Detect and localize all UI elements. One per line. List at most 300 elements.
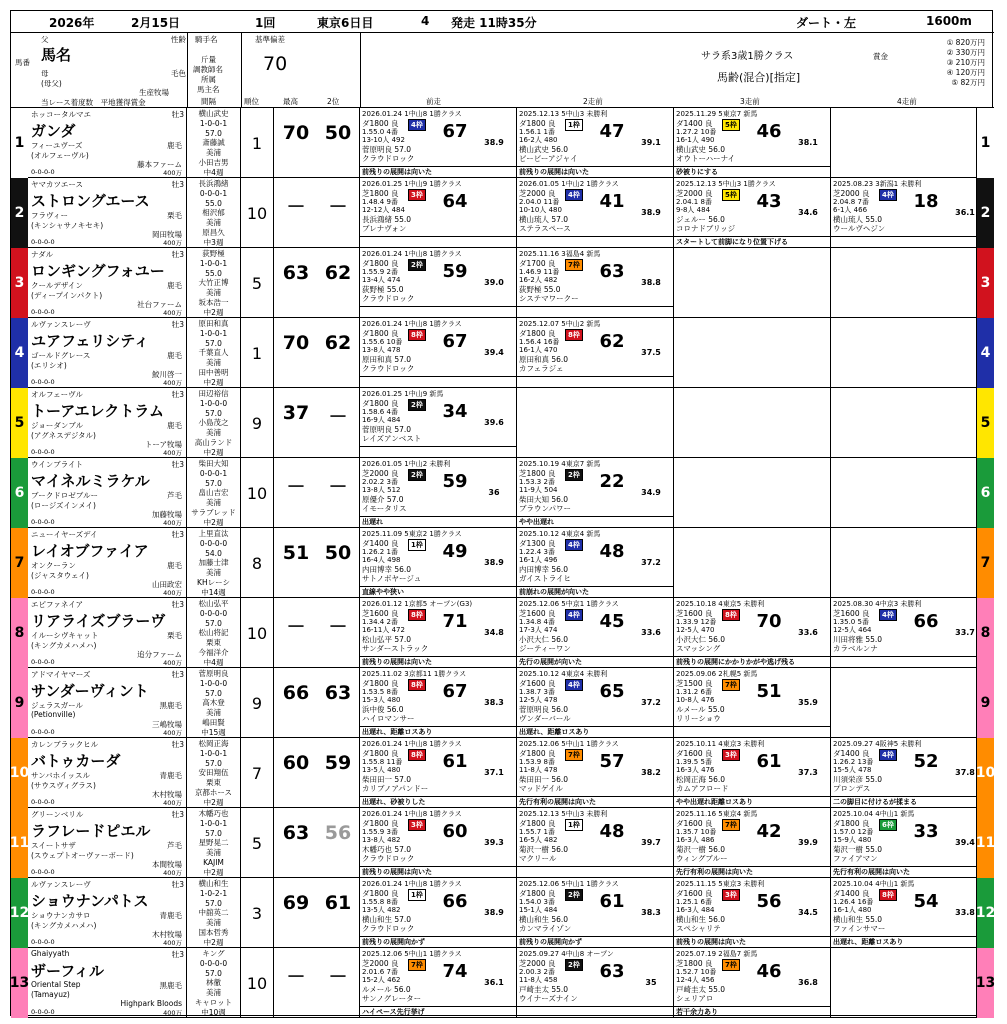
horse-row[interactable] bbox=[11, 808, 994, 878]
sex-age: 牡3 bbox=[171, 950, 184, 959]
race-jockey: 菊沢一樹 56.0 bbox=[676, 845, 726, 854]
race-winner: ステラスペース bbox=[519, 224, 571, 233]
race-comment: 前残りの展開にかかりかがや逃げ残る bbox=[674, 656, 831, 667]
race-class: サラ系3歳1勝クラス bbox=[701, 51, 794, 62]
race-condition: 芝2000 良 bbox=[362, 959, 399, 968]
past-race-1[interactable] bbox=[360, 598, 517, 668]
past-race-2[interactable] bbox=[517, 878, 674, 948]
race-comment: 前残りの展開は向いた bbox=[360, 656, 517, 667]
race-header: 2025.10.11 4東京3 未勝利 bbox=[676, 740, 765, 748]
race-field: 15-9人 480 bbox=[833, 836, 872, 844]
horse-row[interactable] bbox=[11, 738, 994, 808]
jockey-line: 57.0 bbox=[205, 828, 222, 838]
last3f-time: 39.4 bbox=[955, 838, 975, 847]
age-condition: 馬齢(混合)[指定] bbox=[717, 71, 801, 84]
horse-row[interactable] bbox=[11, 178, 994, 248]
breeder-name: 山田政宏 bbox=[152, 580, 182, 589]
race-winner: ビービーアジャイ bbox=[519, 154, 578, 163]
race-header: 2025.11.29 5東京7 新馬 bbox=[676, 110, 758, 118]
past-race-3[interactable] bbox=[674, 598, 831, 668]
past-race-2[interactable] bbox=[517, 808, 674, 878]
jockey-line: 54.0 bbox=[205, 548, 222, 558]
past-race-1[interactable] bbox=[360, 878, 517, 948]
race-figure: 45 bbox=[599, 611, 625, 632]
jockey-line: 中2週 bbox=[203, 937, 224, 947]
best-figures bbox=[274, 948, 360, 1018]
past-race-4[interactable] bbox=[831, 178, 977, 248]
past-race-4 bbox=[831, 528, 977, 598]
course-type: ダート・左 bbox=[796, 16, 857, 30]
race-field: 16-3人 476 bbox=[676, 766, 715, 774]
race-time: 1.55.9 2番 bbox=[362, 268, 398, 276]
jockey-info bbox=[187, 598, 241, 668]
past-race-3[interactable] bbox=[674, 108, 831, 178]
past-race-2[interactable] bbox=[517, 598, 674, 668]
jockey-line: 小島茂之 bbox=[198, 418, 229, 428]
jockey-line: 1-0-0-0 bbox=[199, 678, 228, 688]
race-time: 1.55.9 3番 bbox=[362, 828, 398, 836]
race-title-bar bbox=[11, 11, 994, 33]
dam-name: フィーユヴーズ bbox=[31, 141, 83, 150]
race-field: 13-8人 512 bbox=[362, 486, 401, 494]
jockey-line: 1-0-0-1 bbox=[199, 818, 228, 828]
past-race-2 bbox=[517, 388, 674, 458]
race-field: 16-1人 496 bbox=[519, 556, 558, 564]
race-jockey: 松岡正海 56.0 bbox=[676, 775, 726, 784]
horse-row[interactable] bbox=[11, 458, 994, 528]
horse-row[interactable] bbox=[11, 528, 994, 598]
jockey-line: 55.0 bbox=[205, 198, 222, 208]
race-figure: 51 bbox=[756, 681, 782, 702]
jockey-line: 中2週 bbox=[203, 307, 224, 317]
umaban-tab-right: 6 bbox=[977, 458, 994, 528]
best-figures bbox=[274, 178, 360, 248]
past-race-4[interactable] bbox=[831, 598, 977, 668]
jockey-line: 千葉直人 bbox=[198, 348, 229, 358]
best-figure: 37 bbox=[282, 402, 310, 424]
damsire-name: (サウスヴィグラス) bbox=[31, 781, 96, 790]
race-field: 11-8人 478 bbox=[519, 766, 558, 774]
horse-name[interactable]: バトゥカーダ bbox=[31, 752, 121, 770]
race-header: 2025.08.23 3新潟1 未勝利 bbox=[833, 180, 922, 188]
past-race-4 bbox=[831, 248, 977, 318]
course-record: 0-0-0-0 bbox=[31, 798, 55, 806]
race-time: 1.38.7 3番 bbox=[519, 688, 555, 696]
past-race-1[interactable] bbox=[360, 178, 517, 248]
race-header: 2025.12.07 5中山2 新馬 bbox=[519, 320, 601, 328]
jockey-line: 上里直汰 bbox=[198, 529, 229, 538]
race-condition: ダ1300 良 bbox=[519, 539, 556, 548]
jockey-line: 加藤士津 bbox=[198, 558, 229, 568]
coat-color: 黒鹿毛 bbox=[159, 981, 182, 990]
past-race-4 bbox=[831, 458, 977, 528]
horse-name[interactable]: ガンダ bbox=[31, 122, 76, 140]
last3f-time: 38.9 bbox=[641, 208, 661, 217]
past-race-3[interactable] bbox=[674, 738, 831, 808]
horse-row[interactable] bbox=[11, 668, 994, 738]
best-figure: － bbox=[286, 966, 306, 988]
earnings: 400万 bbox=[163, 1009, 182, 1017]
horse-row[interactable] bbox=[11, 388, 994, 458]
past-race-4[interactable] bbox=[831, 808, 977, 878]
last3f-time: 36.8 bbox=[798, 978, 818, 987]
prize-5: ⑤ 82万円 bbox=[951, 78, 985, 87]
horse-row[interactable] bbox=[11, 878, 994, 948]
sire-name: ナダル bbox=[31, 250, 54, 259]
race-figure: 42 bbox=[756, 821, 782, 842]
race-field: 13-5人 480 bbox=[362, 766, 401, 774]
last3f-time: 37.3 bbox=[798, 768, 818, 777]
last3f-time: 34.9 bbox=[641, 488, 661, 497]
best-header: 最高 bbox=[283, 97, 298, 106]
past-race-2[interactable] bbox=[517, 178, 674, 248]
breeder-name: 三嶋牧場 bbox=[152, 720, 182, 729]
past-race-4[interactable] bbox=[831, 878, 977, 948]
second-figure: － bbox=[328, 196, 348, 218]
past-race-1[interactable] bbox=[360, 108, 517, 178]
second-figure: － bbox=[328, 966, 348, 988]
damsire-header: (母父) bbox=[41, 79, 62, 88]
gate-badge: 4枠 bbox=[565, 189, 583, 201]
breeder-name: 加藤牧場 bbox=[152, 510, 182, 519]
last3f-time: 38.2 bbox=[641, 768, 661, 777]
jockey-info bbox=[187, 738, 241, 808]
horse-row[interactable] bbox=[11, 248, 994, 318]
gate-badge: 4枠 bbox=[408, 119, 426, 131]
race-comment bbox=[674, 726, 831, 737]
last3f-time: 38.8 bbox=[641, 278, 661, 287]
umaban-tab: 4 bbox=[11, 318, 28, 388]
race-figure: 48 bbox=[599, 821, 625, 842]
race-comment: スタートして前脚になり位置下げる bbox=[674, 236, 831, 247]
race-time: 1.52.7 10番 bbox=[676, 968, 717, 976]
horse-name[interactable]: ロンギングフォユー bbox=[31, 262, 165, 280]
race-figure: 46 bbox=[756, 961, 782, 982]
race-jockey: 菊沢一樹 56.0 bbox=[519, 845, 569, 854]
dam-name: ショウナンカサロ bbox=[31, 911, 91, 920]
race-header: 2025.07.19 2福島7 新馬 bbox=[676, 950, 758, 958]
jockey-line: 美浦 bbox=[206, 988, 221, 998]
coat-color: 芦毛 bbox=[167, 841, 182, 850]
race-figure: 60 bbox=[442, 821, 468, 842]
sex-age: 牡3 bbox=[171, 670, 184, 679]
past-race-2[interactable] bbox=[517, 458, 674, 528]
race-figure: 70 bbox=[756, 611, 782, 632]
horse-info bbox=[29, 878, 187, 948]
jockey-line: 1-0-0-1 bbox=[199, 258, 228, 268]
jockey-line: 0-0-0-1 bbox=[199, 468, 228, 478]
race-time: 1.35.0 5番 bbox=[833, 618, 869, 626]
earnings: 400万 bbox=[163, 939, 182, 947]
race-winner: スマッシング bbox=[676, 644, 721, 653]
gate-badge: 7枠 bbox=[565, 749, 583, 761]
race-figure: 59 bbox=[442, 261, 468, 282]
race-comment: 砂被りにする bbox=[674, 166, 831, 177]
race-header: 2025.09.06 2札幌5 新馬 bbox=[676, 670, 758, 678]
race-field: 10-10人 480 bbox=[519, 206, 562, 214]
best-figure: 70 bbox=[282, 332, 310, 354]
race-jockey: 原田和真 57.0 bbox=[362, 355, 412, 364]
race-figure: 43 bbox=[756, 191, 782, 212]
race-field: 9-8人 484 bbox=[676, 206, 711, 214]
damsire-name: (スウェプトオーヴァーボード) bbox=[31, 851, 134, 860]
past-race-1[interactable] bbox=[360, 948, 517, 1018]
race-jockey: 木幡巧也 57.0 bbox=[362, 845, 412, 854]
record-header: 当レース着度数 平地獲得賞金 bbox=[41, 98, 146, 107]
base-value: 70 bbox=[263, 53, 288, 75]
race-jockey: ルメール 56.0 bbox=[362, 985, 411, 994]
gate-badge: 2枠 bbox=[565, 469, 583, 481]
coat-color: 鹿毛 bbox=[167, 561, 182, 570]
race-condition: 芝1800 良 bbox=[519, 469, 556, 478]
course-record: 0-0-0-0 bbox=[31, 728, 55, 736]
dam-name: オンクーラン bbox=[31, 561, 76, 570]
past-race-2[interactable] bbox=[517, 668, 674, 738]
jockey-line: 57.0 bbox=[205, 758, 222, 768]
jockey-line: 国本哲秀 bbox=[198, 927, 229, 937]
race-winner: プロンデス bbox=[833, 784, 871, 793]
race-winner: サトノボヤージュ bbox=[362, 574, 422, 583]
jockey-line: 0-0-0-1 bbox=[199, 188, 228, 198]
past-race-1[interactable] bbox=[360, 808, 517, 878]
horse-name[interactable]: ストロングエース bbox=[31, 192, 150, 210]
horse-row[interactable] bbox=[11, 108, 994, 178]
jockey-line: 美浦 bbox=[206, 218, 221, 228]
race-jockey: 荻野極 55.0 bbox=[519, 285, 561, 294]
past-race-1[interactable] bbox=[360, 668, 517, 738]
horse-name[interactable]: ラフレードピエル bbox=[31, 822, 151, 840]
horse-name[interactable]: マイネルミラケル bbox=[31, 472, 150, 490]
jockey-line: 美浦 bbox=[206, 848, 221, 858]
race-comment: 先行有利の展開は向いた bbox=[674, 866, 831, 877]
jockey-line: 美浦 bbox=[206, 288, 221, 298]
second-figure: － bbox=[328, 406, 348, 428]
dam-name: スイートサザ bbox=[31, 841, 76, 850]
horse-name[interactable]: ユアフェリシティ bbox=[31, 332, 150, 350]
race-jockey: 横山和生 55.0 bbox=[833, 915, 883, 924]
race-winner: ジーティーワン bbox=[519, 644, 571, 653]
past-race-2[interactable] bbox=[517, 738, 674, 808]
race-field: 11-8人 458 bbox=[519, 976, 558, 984]
past-race-2[interactable] bbox=[517, 248, 674, 318]
horse-name[interactable]: ショウナンパトス bbox=[31, 892, 149, 910]
best-figures bbox=[274, 248, 360, 318]
past-race-3 bbox=[674, 528, 831, 598]
jockey-line: 松岡正海 bbox=[198, 739, 229, 748]
gate-badge: 2枠 bbox=[408, 469, 426, 481]
jockey-line: サラブレッド bbox=[191, 507, 236, 517]
best-figure: － bbox=[286, 616, 306, 638]
column-header bbox=[11, 33, 994, 108]
race-header: 2025.11.15 5東京3 未勝利 bbox=[676, 880, 765, 888]
jockey-line: 0-0-0-0 bbox=[199, 958, 228, 968]
gate-badge: 4枠 bbox=[565, 609, 583, 621]
gate-badge: 7枠 bbox=[722, 959, 740, 971]
race-comment: 出遅れ bbox=[360, 516, 517, 527]
race-winner: システマワークー bbox=[519, 294, 579, 303]
best-figures bbox=[274, 318, 360, 388]
damsire-name: (Tamayuz) bbox=[31, 990, 70, 999]
race-figure: 63 bbox=[599, 261, 625, 282]
second-figure: 62 bbox=[324, 262, 352, 284]
jockey-line: 田辺裕信 bbox=[198, 389, 229, 398]
rank-value: 9 bbox=[241, 668, 274, 738]
umaban-tab: 6 bbox=[11, 458, 28, 528]
horse-name[interactable]: トーアエレクトラム bbox=[31, 402, 165, 420]
race-time: 2.04.1 8番 bbox=[676, 198, 712, 206]
race-header: 2025.10.19 4東京7 新馬 bbox=[519, 460, 601, 468]
best-figure: － bbox=[286, 196, 306, 218]
umaban-tab: 7 bbox=[11, 528, 28, 598]
horse-row[interactable] bbox=[11, 318, 994, 388]
race-condition: ダ1800 良 bbox=[833, 819, 870, 828]
rank-value: 5 bbox=[241, 248, 274, 318]
horse-row[interactable] bbox=[11, 598, 994, 668]
past-race-3[interactable] bbox=[674, 948, 831, 1018]
rank-value: 10 bbox=[241, 948, 274, 1018]
past-race-2[interactable] bbox=[517, 108, 674, 178]
race-comment bbox=[360, 236, 517, 247]
race-condition: ダ1400 良 bbox=[833, 889, 870, 898]
jockey-line: 0-0-0-0 bbox=[199, 538, 228, 548]
jockey-line: 美浦 bbox=[206, 148, 221, 158]
past-race-3[interactable] bbox=[674, 668, 831, 738]
jockey-info bbox=[187, 878, 241, 948]
race-condition: ダ1800 良 bbox=[362, 399, 399, 408]
horse-row[interactable] bbox=[11, 948, 994, 1018]
umaban-tab: 5 bbox=[11, 388, 28, 458]
sire-name: ヤマカツエース bbox=[31, 180, 83, 189]
jockey-line: KAJIM bbox=[203, 857, 224, 867]
past-race-3[interactable] bbox=[674, 178, 831, 248]
race-jockey: 戸崎圭太 55.0 bbox=[676, 985, 726, 994]
breeder-header: 生産牧場 bbox=[139, 88, 169, 97]
jockey-line: 中2週 bbox=[203, 867, 224, 877]
damsire-name: (エリシオ) bbox=[31, 361, 67, 370]
sex-age: 牡3 bbox=[171, 880, 184, 889]
best-figure: 69 bbox=[282, 892, 310, 914]
jockey-info bbox=[187, 388, 241, 458]
umaban-tab: 3 bbox=[11, 248, 28, 318]
horse-name[interactable]: サンダーヴィント bbox=[31, 682, 149, 700]
race-field: 17-3人 474 bbox=[519, 626, 558, 634]
second-figure: 59 bbox=[324, 752, 352, 774]
umaban-tab: 2 bbox=[11, 178, 28, 248]
sire-name: Ghaiyyath bbox=[31, 949, 70, 958]
past-race-1[interactable] bbox=[360, 318, 517, 388]
race-winner: カフェラジェ bbox=[519, 364, 564, 373]
race-jockey: 横山琉人 55.0 bbox=[833, 215, 883, 224]
umaban-tab-right: 1 bbox=[977, 108, 994, 178]
race-comment: 出遅れ、砂被りした bbox=[360, 796, 517, 807]
race-time: 1.26.4 16番 bbox=[833, 898, 874, 906]
coat-color: 鹿毛 bbox=[167, 351, 182, 360]
second-figure: 62 bbox=[324, 332, 352, 354]
horse-info bbox=[29, 178, 187, 248]
umaban-tab-right: 7 bbox=[977, 528, 994, 598]
race-condition: 芝2000 良 bbox=[833, 189, 870, 198]
jockey-line: 田中善明 bbox=[198, 367, 229, 377]
last3f-time: 37.2 bbox=[641, 698, 661, 707]
last3f-time: 38.9 bbox=[484, 138, 504, 147]
past-race-3 bbox=[674, 458, 831, 528]
past-race-2[interactable] bbox=[517, 318, 674, 388]
gate-badge: 7枠 bbox=[408, 959, 426, 971]
last3f-time: 38.3 bbox=[484, 698, 504, 707]
past-race-3[interactable] bbox=[674, 808, 831, 878]
jockey-line: 57.0 bbox=[205, 968, 222, 978]
race-time: 1.56.1 1番 bbox=[519, 128, 555, 136]
race-field: 15-5人 478 bbox=[833, 766, 872, 774]
race-winner: マッドゲイル bbox=[519, 784, 564, 793]
race-header: 2025.10.04 4中山1 新馬 bbox=[833, 880, 915, 888]
past-race-1[interactable] bbox=[360, 458, 517, 528]
race-winner: シェリアロ bbox=[676, 994, 714, 1003]
past-race-1[interactable] bbox=[360, 388, 517, 458]
dam-name: フラヴィー bbox=[31, 211, 69, 220]
race-header: 2025.12.06 5中山1 1勝クラス bbox=[519, 740, 619, 748]
race-time: 1.26.2 13番 bbox=[833, 758, 874, 766]
gate-badge: 8枠 bbox=[408, 749, 426, 761]
race-winner: ガイストライヒ bbox=[519, 574, 571, 583]
horse-name[interactable]: リアライズブラーヴ bbox=[31, 612, 166, 630]
race-field: 10-8人 476 bbox=[676, 696, 715, 704]
past-race-2[interactable] bbox=[517, 528, 674, 598]
race-winner: クラウドロック bbox=[362, 854, 415, 863]
earnings: 400万 bbox=[163, 729, 182, 737]
past-race-3[interactable] bbox=[674, 878, 831, 948]
race-header: 2025.11.16 3福島4 新馬 bbox=[519, 250, 601, 258]
earnings: 400万 bbox=[163, 799, 182, 807]
breeder-name: 木村牧場 bbox=[152, 930, 182, 939]
past-race-1[interactable] bbox=[360, 248, 517, 318]
race-time: 1.58.6 4番 bbox=[362, 408, 398, 416]
horse-name[interactable]: レイオブファイア bbox=[31, 542, 149, 560]
coat-color: 芦毛 bbox=[167, 491, 182, 500]
race-figure: 54 bbox=[913, 891, 939, 912]
past-race-1[interactable] bbox=[360, 528, 517, 598]
horse-name[interactable]: ザーフィル bbox=[31, 962, 105, 980]
prev4-header: 4走前 bbox=[897, 97, 917, 106]
race-condition: ダ1400 良 bbox=[362, 539, 399, 548]
jockey-line: 斎藤誠 bbox=[202, 138, 225, 148]
course-record: 0-0-0-0 bbox=[31, 1008, 55, 1016]
past-race-1[interactable] bbox=[360, 738, 517, 808]
race-jockey: ジェルー 56.0 bbox=[676, 215, 725, 224]
sire-name: グリーンベリル bbox=[31, 810, 84, 819]
past-race-2[interactable] bbox=[517, 948, 674, 1018]
stable-header: 所属 bbox=[201, 75, 216, 84]
race-condition: 芝1500 良 bbox=[676, 679, 713, 688]
dam-header: 母 bbox=[41, 69, 49, 78]
race-number: 4 bbox=[421, 14, 430, 28]
race-field: 16-2人 482 bbox=[519, 276, 558, 284]
race-field: 12-5人 470 bbox=[676, 626, 715, 634]
interval-header: 間隔 bbox=[201, 97, 216, 106]
past-race-4[interactable] bbox=[831, 738, 977, 808]
race-field: 6-1人 466 bbox=[833, 206, 868, 214]
jockey-line: 1-0-0-0 bbox=[199, 398, 228, 408]
race-comment bbox=[360, 376, 517, 387]
rank-value: 1 bbox=[241, 108, 274, 178]
sire-header: 父 bbox=[41, 35, 49, 44]
race-time: 2.00.3 2番 bbox=[519, 968, 555, 976]
race-condition: ダ1800 良 bbox=[362, 749, 399, 758]
race-field: 13-10人 492 bbox=[362, 136, 405, 144]
race-field: 16-11人 472 bbox=[362, 626, 405, 634]
last3f-time: 36.1 bbox=[955, 208, 975, 217]
gate-badge: 4枠 bbox=[565, 539, 583, 551]
